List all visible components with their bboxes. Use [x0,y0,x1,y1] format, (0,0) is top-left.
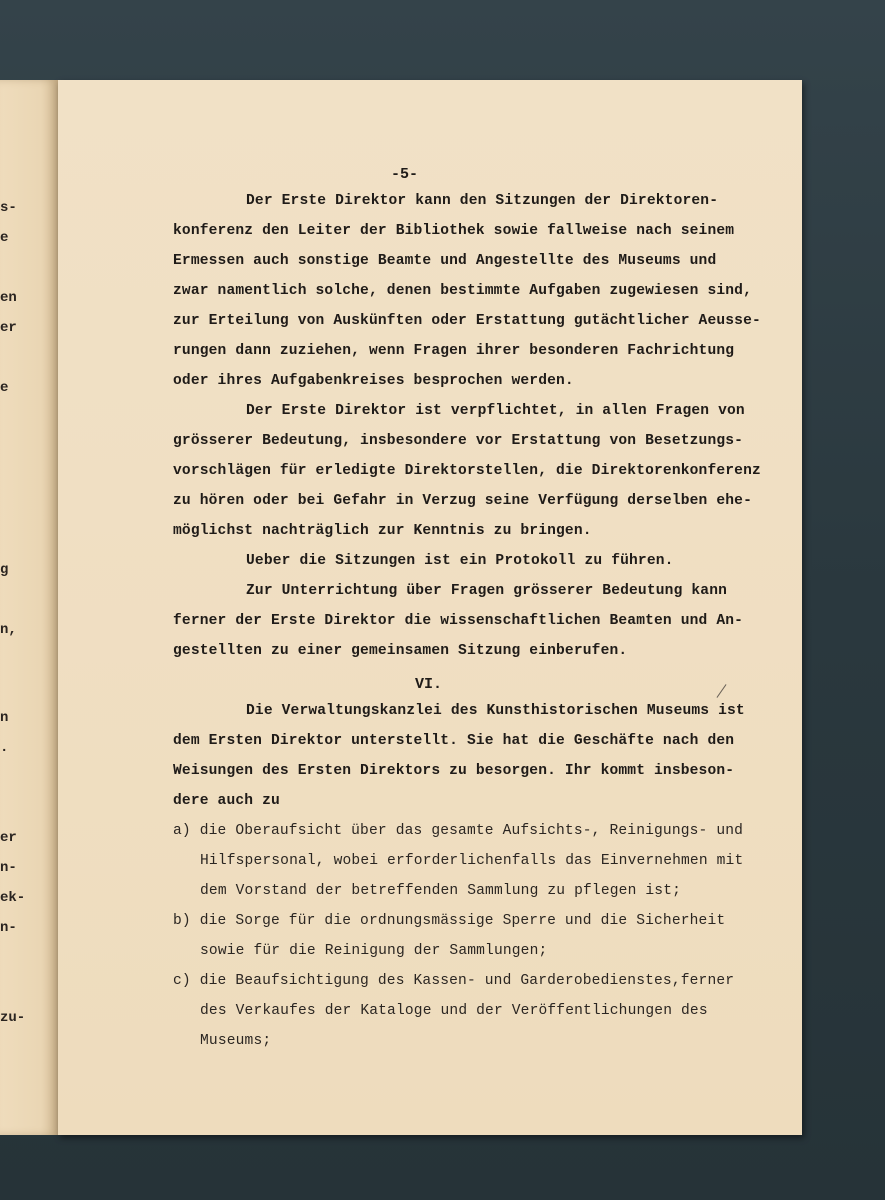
text-line: des Verkaufes der Kataloge und der Veröffentlichungen des [200,1003,708,1019]
left-fragment: er [0,320,17,336]
text-line: Ueber die Sitzungen ist ein Protokoll zu führen. [246,553,674,569]
left-fragment: en [0,290,17,306]
text-line: zur Erteilung von Auskünften oder Erstattung gutächtlicher Aeusse- [173,313,761,329]
text-line: zwar namentlich solche, denen bestimmte Aufgaben zugewiesen sind, [173,283,752,299]
text-line: Museums; [200,1033,272,1049]
text-line: Ermessen auch sonstige Beamte und Angestellte des Museums und [173,253,717,269]
left-fragment: e [0,230,9,246]
list-item-b: b) die Sorge für die ordnungsmässige Sperre und die Sicherheit [173,913,726,929]
left-fragment: ek- [0,890,26,906]
typewritten-page [58,80,802,1135]
text-line: Zur Unterrichtung über Fragen grösserer Bedeutung kann [246,583,728,599]
pencil-tick-mark [717,684,727,698]
text-line: vorschlägen für erledigte Direktorstellen, die Direktorenkonferenz [173,463,761,479]
text-line: dem Ersten Direktor unterstellt. Sie hat die Geschäfte nach den [173,733,735,749]
text-line: dere auch zu [173,793,280,809]
text-line: grösserer Bedeutung, insbesondere vor Erstattung von Besetzungs- [173,433,744,449]
text-line: ferner der Erste Direktor die wissenschaftlichen Beamten und An- [173,613,744,629]
text-line: Hilfspersonal, wobei erforderlichenfalls das Einvernehmen mit [200,853,744,869]
text-line: Der Erste Direktor ist verpflichtet, in allen Fragen von [246,403,745,419]
text-line: dem Vorstand der betreffenden Sammlung zu pflegen ist; [200,883,682,899]
left-fragment: n, [0,622,17,638]
text-line: Weisungen des Ersten Direktors zu besorgen. Ihr kommt insbeson- [173,763,735,779]
left-fragment: zu- [0,1010,26,1026]
text-line: Die Verwaltungskanzlei des Kunsthistorischen Museums ist [246,703,745,719]
section-heading: VI. [415,676,443,693]
text-line: möglichst nachträglich zur Kenntnis zu bringen. [173,523,592,539]
text-line: Der Erste Direktor kann den Sitzungen der Direktoren- [246,193,719,209]
page-number: -5- [391,166,419,183]
left-fragment: g [0,562,9,578]
left-fragment: e [0,380,9,396]
text-line: sowie für die Reinigung der Sammlungen; [200,943,548,959]
text-line: oder ihres Aufgabenkreises besprochen werden. [173,373,574,389]
adjacent-page-edge [0,80,58,1135]
left-fragment: er [0,830,17,846]
left-fragment: . [0,740,9,756]
left-fragment: n- [0,860,17,876]
list-item-c: c) die Beaufsichtigung des Kassen- und Garderobedienstes,ferner [173,973,735,989]
list-item-a: a) die Oberaufsicht über das gesamte Aufsichts-, Reinigungs- und [173,823,744,839]
left-fragment: n- [0,920,17,936]
left-fragment: s- [0,200,17,216]
text-line: gestellten zu einer gemeinsamen Sitzung einberufen. [173,643,628,659]
text-line: zu hören oder bei Gefahr in Verzug seine Verfügung derselben ehe- [173,493,752,509]
text-line: konferenz den Leiter der Bibliothek sowie fallweise nach seinem [173,223,735,239]
left-fragment: n [0,710,9,726]
text-line: rungen dann zuziehen, wenn Fragen ihrer besonderen Fachrichtung [173,343,735,359]
